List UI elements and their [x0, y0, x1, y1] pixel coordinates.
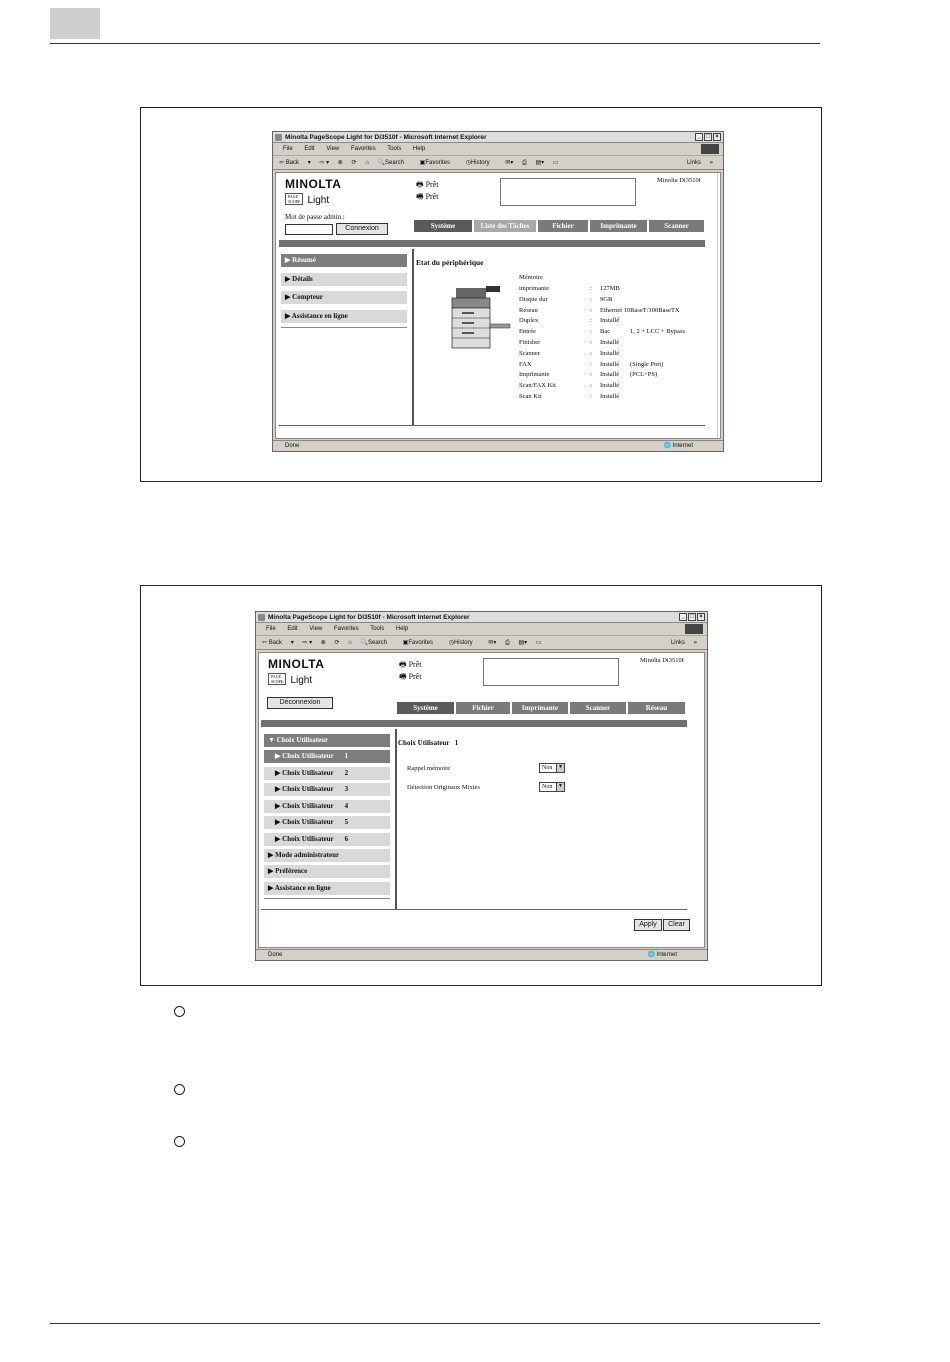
- menu-file[interactable]: File: [283, 146, 293, 152]
- spec-label: imprimante: [519, 285, 549, 292]
- nav-details[interactable]: ▶ Détails: [281, 273, 407, 286]
- nav-compteur-label: Compteur: [292, 293, 323, 301]
- footer-rule: [279, 425, 705, 426]
- detection-originaux-select[interactable]: [539, 782, 565, 792]
- nav-assistance[interactable]: ▶ Assistance en ligne: [281, 310, 407, 323]
- favorites-button[interactable]: ▣Favorites: [402, 640, 434, 646]
- discuss-icon[interactable]: ▭: [535, 640, 542, 646]
- spec-value: Installé: [600, 371, 620, 379]
- tab-scanner[interactable]: Scanner: [649, 220, 704, 232]
- page-number-tab: [50, 8, 100, 39]
- nav-assistance[interactable]: ▶ Assistance en ligne: [264, 882, 390, 895]
- menu-edit[interactable]: Edit: [287, 626, 298, 632]
- admin-password-input[interactable]: [285, 224, 333, 235]
- spec-colon: :: [590, 306, 592, 314]
- links-label: Links: [670, 640, 685, 646]
- nav-mode-admin-label: Mode administrateur: [275, 851, 340, 859]
- sidebar-item-label: Choix Utilisateur: [282, 785, 334, 793]
- model-name: Minolta Di3510f: [640, 657, 684, 664]
- ie-icon: [275, 134, 282, 141]
- nav-resume[interactable]: ▶ Résumé: [281, 254, 407, 267]
- menu-favorites[interactable]: Favorites: [350, 146, 376, 152]
- spec-label: FAX: [519, 360, 532, 368]
- spec-label: Finisher: [519, 339, 541, 346]
- menu-bar: [273, 143, 723, 156]
- menu-edit[interactable]: Edit: [304, 146, 315, 152]
- minimize-icon[interactable]: _: [679, 613, 687, 621]
- spec-colon: :: [590, 285, 592, 292]
- maximize-icon[interactable]: □: [704, 133, 712, 141]
- status-bar: [256, 949, 707, 960]
- spec-label: Duplex: [519, 317, 539, 325]
- spec-value: Installé: [600, 360, 620, 368]
- header-divider-bar: [279, 240, 705, 247]
- scrollbar-track[interactable]: [717, 173, 718, 438]
- spec-colon: :: [590, 371, 592, 379]
- status-done: Done: [268, 952, 283, 958]
- clear-button[interactable]: Clear: [663, 919, 690, 931]
- chevron-right-icon: ▶: [275, 752, 283, 760]
- tab-systeme[interactable]: Système: [414, 220, 472, 232]
- admin-password-label: Mot de passe admin :: [285, 213, 345, 221]
- links-button[interactable]: Links »: [686, 160, 713, 166]
- section-title: Etat du périphérique: [416, 258, 484, 267]
- minimize-icon[interactable]: _: [695, 133, 703, 141]
- spec-label: Scan/FAX Kit: [519, 382, 556, 390]
- edit-icon[interactable]: ▤▾: [518, 640, 528, 646]
- detection-originaux-label: Détection Originaux Mixtes: [407, 784, 480, 791]
- bullet-icon: [174, 1084, 185, 1095]
- history-button[interactable]: ◷History: [448, 640, 473, 646]
- nav-resume-label: Résumé: [292, 256, 316, 264]
- spec-colon: :: [590, 393, 592, 400]
- badge-page: PAGE: [271, 674, 282, 680]
- chevron-right-icon: ▶: [275, 801, 283, 810]
- section-title: [398, 739, 458, 747]
- favorites-label: Favorites: [408, 640, 434, 646]
- chevron-right-icon: ▶: [275, 834, 283, 843]
- spec-colon: :: [590, 349, 592, 357]
- back-button[interactable]: ⇦ Back ▾: [279, 160, 311, 166]
- menu-help[interactable]: Help: [412, 146, 426, 152]
- print-icon[interactable]: ⎙: [522, 160, 527, 166]
- tab-liste-des-taches[interactable]: Liste des Tâches: [474, 220, 536, 232]
- header-divider-bar: [261, 720, 687, 727]
- maximize-icon[interactable]: □: [688, 613, 696, 621]
- minolta-logo: [285, 177, 341, 208]
- menu-tools[interactable]: Tools: [387, 146, 402, 152]
- printer-status: Prêt: [408, 660, 422, 669]
- menu-view[interactable]: View: [309, 626, 323, 632]
- nav-assistance-label: Assistance en ligne: [274, 884, 331, 892]
- scanner-status-icon: 🖷: [399, 672, 407, 681]
- browser-window-1: [272, 131, 724, 452]
- sidebar-item-label: Choix Utilisateur: [282, 768, 334, 777]
- pagescope-badge: [268, 673, 286, 685]
- status-zone-label: Internet: [656, 952, 677, 958]
- sidebar-item-choix-utilisateur-3[interactable]: [264, 783, 390, 796]
- footer-rule: [261, 909, 687, 910]
- spec-colon: :: [590, 295, 592, 303]
- logo-text: MINOLTA: [268, 657, 325, 671]
- discuss-icon[interactable]: ▭: [552, 160, 559, 166]
- nav-choix-utilisateur-header[interactable]: ▼ Choix Utilisateur: [264, 734, 390, 747]
- toolbar: [256, 636, 707, 650]
- status-zone: 🌐 Internet: [663, 443, 693, 449]
- spec-extra: 1, 2 + LCC + Bypass: [630, 328, 686, 336]
- spec-value: Installé: [600, 349, 620, 357]
- back-button[interactable]: ⇦ Back ▾: [262, 640, 294, 646]
- status-zone-label: Internet: [672, 443, 693, 449]
- spec-colon: :: [590, 339, 592, 346]
- spec-label: Scanner: [519, 349, 540, 357]
- ie-icon: [258, 614, 265, 621]
- links-button[interactable]: Links »: [670, 640, 697, 646]
- sidebar-item-choix-utilisateur-6[interactable]: [264, 833, 390, 846]
- tab-imprimante[interactable]: Imprimante: [512, 702, 568, 714]
- device-status: [416, 179, 438, 203]
- sidebar-item-number: 6: [344, 834, 349, 843]
- logo-text: MINOLTA: [285, 177, 342, 191]
- back-label: Back: [268, 640, 283, 646]
- sidebar-item-choix-utilisateur-5[interactable]: [264, 816, 390, 829]
- chevron-right-icon: ▶: [275, 818, 283, 826]
- model-name: Minolta Di3510f: [657, 177, 701, 184]
- spec-value: Installé: [600, 382, 620, 390]
- refresh-icon[interactable]: ⟳: [351, 160, 357, 166]
- tab-imprimante[interactable]: Imprimante: [590, 220, 647, 232]
- copier-icon: [448, 284, 516, 352]
- rappel-memoire-label: Rappel mémoire: [407, 765, 451, 772]
- bullet-icon: [174, 1006, 185, 1017]
- minolta-logo: [268, 657, 324, 688]
- search-button[interactable]: 🔍Search: [377, 160, 404, 166]
- close-icon[interactable]: ×: [713, 133, 721, 141]
- search-label: Search: [367, 640, 387, 646]
- spec-colon: :: [590, 382, 592, 390]
- connexion-button[interactable]: Connexion: [336, 223, 388, 235]
- nav-details-label: Détails: [292, 275, 313, 283]
- badge-scope: SCOPE: [271, 679, 284, 685]
- forward-icon[interactable]: ⇨ ▾: [302, 640, 313, 646]
- sidebar-item-number: 3: [344, 785, 349, 793]
- status-zone: 🌐 Internet: [647, 952, 677, 958]
- nav-assistance-label: Assistance en ligne: [291, 312, 348, 320]
- chevron-right-icon: ▶: [275, 785, 283, 793]
- page-content: [258, 652, 705, 948]
- printer-status-icon: 🖶: [399, 660, 407, 669]
- menu-favorites[interactable]: Favorites: [333, 626, 359, 632]
- spec-colon: :: [590, 360, 592, 368]
- nav-preference-label: Préférence: [275, 867, 308, 875]
- spec-label: Disque dur: [519, 295, 548, 303]
- sidebar-item-number: 1: [344, 752, 349, 760]
- back-label: Back: [285, 160, 300, 166]
- status-bar: [273, 440, 723, 451]
- menu-help[interactable]: Help: [395, 626, 409, 632]
- pagescope-badge: [285, 193, 303, 205]
- search-label: Search: [384, 160, 404, 166]
- apply-button[interactable]: Apply: [634, 919, 662, 931]
- rappel-memoire-select[interactable]: [539, 763, 565, 773]
- logo-light: Light: [307, 195, 330, 206]
- sidebar-item-number: 5: [344, 818, 349, 826]
- forward-icon[interactable]: ⇨ ▾: [319, 160, 330, 166]
- stop-icon[interactable]: ⊗: [320, 640, 326, 646]
- spec-value: Ethernet 10BaseT/100BaseTX: [600, 306, 680, 314]
- section-title-num: 1: [454, 739, 459, 747]
- sidebar-item-label: Choix Utilisateur: [282, 818, 334, 826]
- scanner-status-icon: 🖷: [416, 192, 424, 201]
- nav-compteur[interactable]: ▶ Compteur: [281, 291, 407, 304]
- spec-label: Scan Kit: [519, 393, 542, 400]
- tab-systeme[interactable]: Système: [397, 702, 454, 714]
- status-message-box: [483, 658, 619, 686]
- toolbar: [273, 156, 723, 170]
- section-title-text: Choix Utilisateur: [398, 739, 450, 747]
- spec-value: Installé: [600, 393, 620, 400]
- sidebar-item-label: Choix Utilisateur: [282, 801, 334, 810]
- sidebar-item-choix-utilisateur-1[interactable]: [264, 750, 390, 763]
- menu-view[interactable]: View: [326, 146, 340, 152]
- sidebar-item-number: 4: [344, 801, 349, 810]
- deconnexion-button[interactable]: Déconnexion: [267, 697, 333, 709]
- mail-icon[interactable]: ✉▾: [505, 160, 514, 166]
- device-status: [399, 659, 421, 683]
- spec-value: Installé: [600, 339, 620, 346]
- nav-mode-administrateur[interactable]: ▶ Mode administrateur: [264, 849, 390, 862]
- printer-status-icon: 🖶: [416, 180, 424, 189]
- logo-light: Light: [290, 675, 313, 686]
- nav-divider: [281, 327, 407, 328]
- menu-file[interactable]: File: [266, 626, 276, 632]
- title-bar: [256, 612, 707, 623]
- nav-divider: [264, 898, 390, 899]
- mail-icon[interactable]: ✉▾: [488, 640, 497, 646]
- window-title: Minolta PageScope Light for Di3510f - Microsoft Internet Explorer: [285, 134, 487, 141]
- rappel-memoire-value: Non: [542, 765, 553, 771]
- spec-label: Réseau: [519, 306, 538, 314]
- chevron-right-icon: ▶: [275, 768, 283, 777]
- window-title: Minolta PageScope Light for Di3510f - Microsoft Internet Explorer: [268, 614, 470, 621]
- spec-extra: (PCL+PS): [630, 371, 658, 379]
- links-label: Links: [686, 160, 701, 166]
- home-icon[interactable]: ⌂: [348, 640, 352, 646]
- menu-tools[interactable]: Tools: [370, 626, 385, 632]
- printer-status: Prêt: [425, 180, 439, 189]
- spec-label: Imprimante: [519, 371, 550, 379]
- home-icon[interactable]: ⌂: [365, 160, 369, 166]
- bullet-icon: [174, 1136, 185, 1147]
- memory-label: Mémoire: [519, 274, 543, 281]
- history-label: History: [470, 160, 490, 166]
- nav-preference[interactable]: ▶ Préférence: [264, 865, 390, 878]
- page-content: [275, 172, 721, 439]
- browser-window-2: [255, 611, 708, 961]
- spec-label: Entrée: [519, 328, 536, 336]
- badge-scope: SCOPE: [288, 199, 301, 205]
- sidebar-separator: [412, 249, 414, 425]
- spec-colon: :: [590, 317, 592, 325]
- scanner-status: Prêt: [408, 672, 422, 681]
- nav-header-label: Choix Utilisateur: [276, 736, 329, 744]
- history-label: History: [453, 640, 473, 646]
- tab-scanner[interactable]: Scanner: [570, 702, 626, 714]
- stop-icon[interactable]: ⊗: [337, 160, 343, 166]
- header-rule: [50, 43, 820, 44]
- close-icon[interactable]: ×: [697, 613, 705, 621]
- footer-rule: [50, 1323, 820, 1324]
- spec-value: 9GB: [600, 295, 613, 303]
- tab-fichier[interactable]: Fichier: [538, 220, 588, 232]
- detection-originaux-value: Non: [542, 784, 553, 790]
- spec-value: 127MB: [600, 285, 620, 292]
- windows-logo-icon: [701, 144, 719, 154]
- spec-extra: (Single Port): [630, 360, 664, 368]
- sidebar-item-label: Choix Utilisateur: [282, 752, 334, 760]
- tab-reseau[interactable]: Réseau: [628, 702, 685, 714]
- scanner-status: Prêt: [425, 192, 439, 201]
- chevron-down-icon: ▼: [556, 764, 564, 772]
- windows-logo-icon: [685, 624, 703, 634]
- tab-fichier[interactable]: Fichier: [456, 702, 510, 714]
- status-done: Done: [285, 443, 300, 449]
- favorites-label: Favorites: [425, 160, 451, 166]
- sidebar-item-label: Choix Utilisateur: [282, 834, 334, 843]
- chevron-down-icon: ▼: [556, 783, 564, 791]
- status-message-box: [500, 178, 636, 206]
- edit-icon[interactable]: ▤▾: [535, 160, 545, 166]
- history-button[interactable]: ◷History: [465, 160, 490, 166]
- sidebar-item-choix-utilisateur-2[interactable]: [264, 767, 390, 780]
- spec-value: Bac: [600, 328, 611, 336]
- search-button[interactable]: 🔍Search: [360, 640, 387, 646]
- sidebar-item-number: 2: [344, 768, 349, 777]
- favorites-button[interactable]: ▣Favorites: [419, 160, 451, 166]
- badge-page: PAGE: [288, 194, 299, 200]
- spec-colon: :: [590, 328, 592, 336]
- refresh-icon[interactable]: ⟳: [334, 640, 340, 646]
- sidebar-separator: [395, 729, 397, 909]
- menu-bar: [256, 623, 707, 636]
- title-bar: [273, 132, 723, 143]
- print-icon[interactable]: ⎙: [505, 640, 510, 646]
- sidebar-item-choix-utilisateur-4[interactable]: [264, 800, 390, 813]
- spec-value: Installé: [600, 317, 620, 325]
